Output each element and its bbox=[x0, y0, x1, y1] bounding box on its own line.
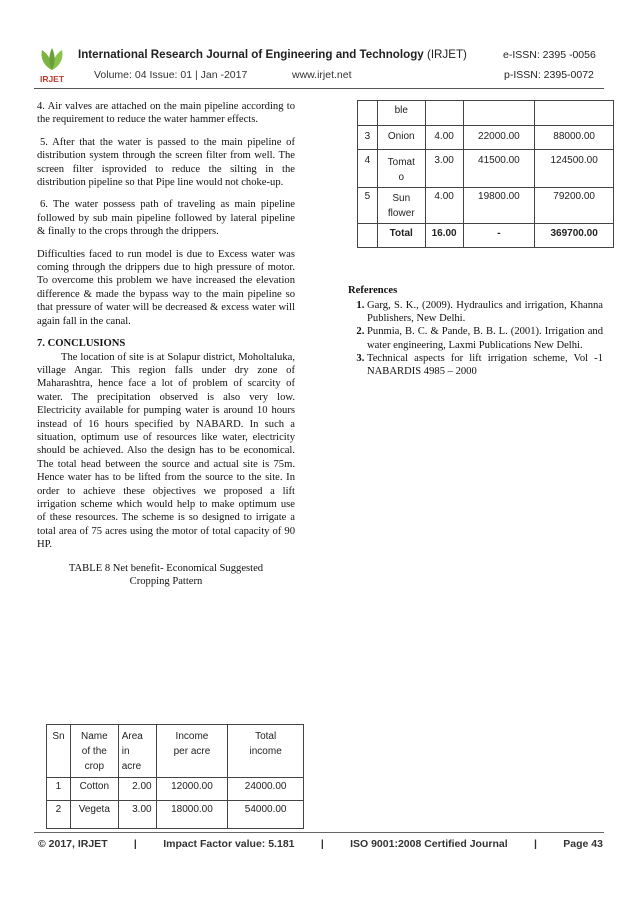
table-cell bbox=[463, 101, 535, 126]
table-cell: ble bbox=[377, 101, 425, 126]
header-cell-sn: Sn bbox=[47, 725, 71, 778]
table-cell: 4.00 bbox=[425, 188, 463, 224]
table-cell: 5 bbox=[358, 188, 378, 224]
table-cell bbox=[535, 101, 614, 126]
table-cell: 124500.00 bbox=[535, 150, 614, 188]
footer-divider bbox=[34, 832, 604, 833]
paragraph-6: 6. The water possess path of traveling as main pipeline followed by sub main pipeline followed by lateral pipeline & finally to the crops through the drippers. bbox=[37, 199, 295, 238]
journal-website[interactable]: www.irjet.net bbox=[292, 69, 352, 81]
table-cell: Vegeta bbox=[70, 801, 118, 829]
header-cell-crop: Name of the crop bbox=[70, 725, 118, 778]
table-header-row bbox=[47, 725, 304, 778]
table-row bbox=[358, 126, 614, 150]
reference-item: 3. Technical aspects for lift irrigation scheme, Vol -1 NABARDIS 4985 – 2000 bbox=[367, 352, 603, 378]
paragraph-4: 4. Air valves are attached on the main pipeline according to the requirement to reduce the water hammer effects. bbox=[37, 101, 295, 126]
table-cell: 22000.00 bbox=[463, 126, 535, 150]
header-cell-area: Area in acre bbox=[118, 725, 156, 778]
irjet-logo bbox=[34, 46, 70, 86]
footer-separator: | bbox=[320, 838, 324, 850]
table-cell: 3 bbox=[358, 126, 378, 150]
table-cell: Cotton bbox=[70, 778, 118, 801]
reference-item: 2. Punmia, B. C. & Pande, B. B. L. (2001). Irrigation and water engineering, Laxmi Publications New Delhi. bbox=[367, 325, 603, 351]
table-cell: 2.00 bbox=[118, 778, 156, 801]
table-cell: Sun flower bbox=[377, 188, 425, 224]
table-cell bbox=[358, 101, 378, 126]
table-cell: 79200.00 bbox=[535, 188, 614, 224]
table-total-row bbox=[358, 224, 614, 248]
header-divider bbox=[34, 88, 604, 89]
table-cell: Total bbox=[377, 224, 425, 248]
table-cell bbox=[358, 224, 378, 248]
table-caption bbox=[37, 562, 295, 589]
table-cell: 1 bbox=[47, 778, 71, 801]
reference-item: 1. Garg, S. K., (2009). Hydraulics and irrigation, Khanna Publishers, New Delhi. bbox=[367, 299, 603, 325]
table-cell bbox=[425, 101, 463, 126]
table-cell: 12000.00 bbox=[156, 778, 228, 801]
leaf-logo-icon bbox=[34, 46, 70, 86]
volume-issue: Volume: 04 Issue: 01 | Jan -2017 bbox=[94, 69, 248, 81]
net-benefit-table bbox=[46, 724, 304, 829]
journal-title bbox=[78, 48, 467, 61]
table-cell: Onion bbox=[377, 126, 425, 150]
table-cell: 3.00 bbox=[118, 801, 156, 829]
table-cell: 369700.00 bbox=[535, 224, 614, 248]
eissn: e-ISSN: 2395 -0056 bbox=[503, 49, 596, 61]
pissn: p-ISSN: 2395-0072 bbox=[504, 69, 594, 81]
journal-title-bold: International Research Journal of Engineering and Technology bbox=[78, 48, 424, 61]
table-caption-line-1: TABLE 8 Net benefit- Economical Suggested bbox=[68, 562, 264, 574]
net-benefit-table-continued bbox=[357, 100, 614, 248]
table-cell: Tomat o bbox=[377, 150, 425, 188]
table-cell: 41500.00 bbox=[463, 150, 535, 188]
table-cell: 4.00 bbox=[425, 126, 463, 150]
left-column bbox=[37, 100, 295, 588]
paragraph-difficulties: Difficulties faced to run model is due to Excess water was coming through the drippers due to high pressure of motor. To overcome this problem we have increased the elevation difference & made the bypass way to the main pipeline so that pressure of water will be decreased & excess water will again fall in the canal. bbox=[37, 248, 295, 327]
conclusions-heading: 7. CONCLUSIONS bbox=[37, 338, 126, 350]
svg-text:IRJET: IRJET bbox=[39, 74, 65, 84]
table-cell: 16.00 bbox=[425, 224, 463, 248]
table-row bbox=[47, 778, 304, 801]
table-cell: - bbox=[463, 224, 535, 248]
table-cell: 88000.00 bbox=[535, 126, 614, 150]
references-list bbox=[348, 299, 603, 378]
table-row bbox=[358, 188, 614, 224]
footer-impact-factor: Impact Factor value: 5.181 bbox=[163, 838, 295, 850]
table-cell: 2 bbox=[47, 801, 71, 829]
table-row bbox=[47, 801, 304, 829]
footer-copyright: © 2017, IRJET bbox=[38, 838, 108, 850]
header-cell-income: Income per acre bbox=[156, 725, 228, 778]
table-cell: 19800.00 bbox=[463, 188, 535, 224]
table-cell: 54000.00 bbox=[228, 801, 304, 829]
footer-page-number: Page 43 bbox=[563, 838, 603, 850]
references-section bbox=[348, 285, 603, 378]
table-row bbox=[358, 150, 614, 188]
footer-iso: ISO 9001:2008 Certified Journal bbox=[350, 838, 508, 850]
paragraph-5: 5. After that the water is passed to the main pipeline of distribution system through the screen filter from well. The screen filter isprovided to reduce the silting in the distribution pipeline so that Pipe line would not choke-up. bbox=[37, 136, 295, 189]
journal-abbr: (IRJET) bbox=[426, 48, 467, 61]
conclusions-text: The location of site is at Solapur district, Moholtaluka, village Angar. This region falls under dry zone of Maharashtra, hence face a lot of problem of scarcity of water. The precipitation observed is also very low. Electricity available for pumping water is around 10 hours instead of 16 hours specified by NABARD. In such a situation, optimum use of resources like water, electricity should be achieved. Also the design has to be economical. The total head between the source and actual site is 75m. Hence water has to be lifted from the source to the site. In order to achieve these objectives we proposed a lift irrigation scheme which would help to make optimum use of these resources. The scheme is so designed to irrigate a total area of 75 acres using the motor of total capacity of 90 HP. bbox=[37, 351, 295, 551]
table-cell: 3.00 bbox=[425, 150, 463, 188]
footer-separator: | bbox=[533, 838, 537, 850]
references-title: References bbox=[348, 285, 398, 296]
page-footer bbox=[38, 838, 603, 850]
table-row bbox=[358, 101, 614, 126]
table-caption-line-2: Cropping Pattern bbox=[129, 576, 203, 587]
table-cell: 4 bbox=[358, 150, 378, 188]
header-cell-total: Total income bbox=[228, 725, 304, 778]
table-cell: 24000.00 bbox=[228, 778, 304, 801]
footer-separator: | bbox=[133, 838, 137, 850]
table-cell: 18000.00 bbox=[156, 801, 228, 829]
